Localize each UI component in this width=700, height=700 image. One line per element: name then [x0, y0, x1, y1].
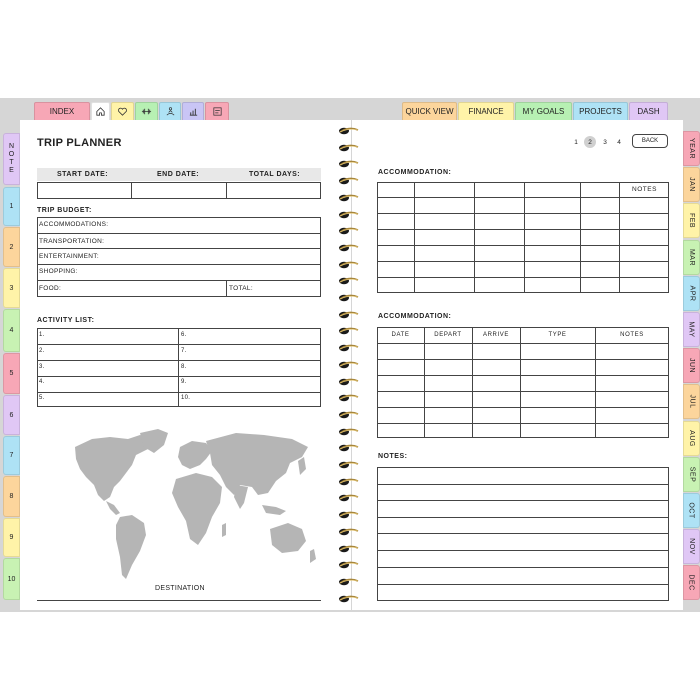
grid-line	[524, 182, 525, 293]
spiral-ring	[336, 326, 362, 336]
side-tab-jun[interactable]	[683, 348, 700, 383]
side-tab-label: 2	[9, 243, 14, 251]
spiral-ring	[336, 226, 362, 236]
grid-line	[377, 359, 669, 360]
side-tab-label: FEB	[688, 213, 695, 229]
budget-line-2	[37, 248, 321, 249]
page-1-button[interactable]: 1	[574, 138, 578, 146]
end-date-label: END DATE:	[157, 171, 200, 178]
side-tab-mar[interactable]	[683, 240, 700, 275]
page-4-button[interactable]: 4	[617, 138, 621, 146]
grid-line	[377, 423, 669, 424]
grid-line	[377, 277, 669, 278]
tab-quick-view[interactable]: QUICK VIEW	[402, 102, 457, 120]
budget-row-entertainment[interactable]: ENTERTAINMENT:	[39, 253, 99, 260]
dates-input-box[interactable]	[37, 182, 321, 199]
side-tab-3[interactable]	[3, 268, 20, 308]
activity-row-line	[37, 376, 321, 377]
activity-item[interactable]: 5.	[39, 395, 45, 402]
notes-line	[377, 500, 669, 501]
side-tab-jul[interactable]	[683, 384, 700, 419]
activity-item[interactable]: 6.	[181, 332, 187, 338]
grid-line	[377, 229, 669, 230]
tab-dash[interactable]: DASH	[629, 102, 668, 120]
side-tab-label: 1	[9, 203, 14, 210]
spiral-ring	[336, 477, 362, 487]
grid-line	[377, 375, 669, 376]
column-header-arrive: ARRIVE	[483, 332, 509, 338]
side-tab-note[interactable]	[3, 133, 20, 185]
side-tab-label: YEAR	[688, 137, 695, 160]
notes-line	[377, 584, 669, 585]
spiral-ring	[336, 310, 362, 320]
side-tab-label: 6	[9, 411, 14, 419]
grid-line	[472, 327, 473, 438]
spiral-ring	[336, 393, 362, 403]
side-tab-label: 9	[9, 534, 14, 541]
grid-line	[595, 327, 596, 438]
side-tab-year[interactable]	[683, 131, 700, 166]
destination-line	[37, 600, 321, 601]
grid-line	[424, 327, 425, 438]
spiral-ring	[336, 560, 362, 570]
meditation-icon	[165, 106, 176, 117]
side-tab-label: MAY	[688, 321, 695, 338]
side-tab-label: DEC	[688, 574, 695, 592]
spiral-ring	[336, 360, 362, 370]
checklist-icon	[212, 106, 223, 117]
activity-row-line	[37, 392, 321, 393]
spiral-ring	[336, 176, 362, 186]
column-header-date: DATE	[391, 332, 410, 338]
accommodation-1-label: ACCOMMODATION:	[378, 169, 452, 176]
tab-finance[interactable]: FINANCE	[458, 102, 514, 120]
tab-dumbbell-icon[interactable]	[135, 102, 158, 120]
side-tab-label: JAN	[687, 177, 695, 193]
side-tab-label: 8	[9, 493, 14, 500]
budget-line-3	[37, 264, 321, 265]
spiral-ring	[336, 143, 362, 153]
side-tab-label: MAR	[688, 248, 695, 266]
side-tab-6[interactable]	[3, 395, 20, 435]
budget-row-food[interactable]: FOOD:	[39, 285, 62, 292]
side-tab-dec[interactable]	[683, 565, 700, 600]
start-date-label: START DATE:	[57, 171, 109, 178]
column-header-notes: NOTES	[620, 332, 644, 338]
grid-line	[377, 213, 669, 214]
tab-meditation-icon[interactable]	[159, 102, 181, 120]
budget-line-1	[37, 233, 321, 234]
side-tab-label: SEP	[688, 466, 696, 483]
side-tab-9[interactable]	[3, 518, 20, 557]
side-tab-nov[interactable]	[683, 529, 700, 564]
spiral-ring	[336, 510, 362, 520]
side-tab-label: JUL	[687, 394, 695, 409]
notes-label: NOTES:	[378, 453, 408, 460]
spiral-ring	[336, 594, 362, 604]
side-tab-label: AUG	[688, 429, 696, 447]
tab-home-icon[interactable]	[91, 102, 110, 120]
grid-line	[377, 197, 669, 198]
spiral-ring	[336, 427, 362, 437]
activity-item[interactable]: 8.	[181, 363, 187, 370]
spiral-ring	[336, 410, 362, 420]
budget-line-4	[37, 280, 321, 281]
side-tab-10[interactable]	[3, 558, 20, 600]
side-tab-apr[interactable]	[683, 276, 700, 311]
spiral-ring	[336, 293, 362, 303]
side-tab-label: APR	[688, 285, 695, 302]
spiral-ring	[336, 126, 362, 136]
tab-projects[interactable]: PROJECTS	[573, 102, 628, 120]
back-button[interactable]: BACK	[632, 134, 668, 148]
grid-line	[377, 261, 669, 262]
budget-total-divider	[226, 280, 227, 297]
activity-item[interactable]: 9.	[181, 379, 187, 386]
budget-row-accommodations[interactable]: ACCOMMODATIONS:	[39, 221, 109, 228]
side-tab-label: 4	[9, 327, 14, 334]
spiral-ring	[336, 527, 362, 537]
spiral-ring	[336, 343, 362, 353]
budget-row-shopping[interactable]: SHOPPING:	[39, 268, 78, 275]
activity-list-label: ACTIVITY LIST:	[37, 317, 95, 324]
destination-label: DESTINATION	[155, 585, 205, 592]
side-tab-4[interactable]	[3, 309, 20, 352]
side-tab-label: 10	[7, 575, 16, 583]
side-tab-feb[interactable]	[683, 203, 700, 238]
spiral-ring	[336, 460, 362, 470]
grid-line	[619, 182, 620, 293]
home-icon	[95, 106, 106, 117]
activity-divider	[178, 328, 179, 407]
activity-item[interactable]: 2.	[39, 347, 45, 354]
side-tab-aug[interactable]	[683, 421, 700, 456]
notes-line	[377, 550, 669, 551]
side-tab-5[interactable]	[3, 353, 20, 394]
side-tab-label: 7	[9, 452, 14, 459]
grid-line	[377, 391, 669, 392]
side-tab-oct[interactable]	[683, 493, 700, 528]
side-tab-label: JUN	[688, 358, 695, 374]
page-3-button[interactable]: 3	[603, 138, 607, 146]
spiral-ring	[336, 260, 362, 270]
side-tab-label: NOV	[688, 538, 696, 556]
tab-index[interactable]: INDEX	[34, 102, 90, 120]
activity-row-line	[37, 360, 321, 361]
grid-line	[377, 407, 669, 408]
column-header-depart: DEPART	[434, 332, 462, 338]
grid-line	[520, 327, 521, 438]
grid-line	[414, 182, 415, 293]
notes-box[interactable]	[377, 467, 669, 601]
spiral-ring	[336, 443, 362, 453]
tab-checklist-icon[interactable]	[205, 102, 229, 120]
budget-total-label[interactable]: TOTAL:	[229, 285, 253, 292]
spiral-ring	[336, 159, 362, 169]
notes-line	[377, 484, 669, 485]
accommodation-1-notes-header: NOTES	[632, 186, 657, 193]
spiral-ring	[336, 243, 362, 253]
world-map	[40, 425, 325, 585]
dates-divider-2	[226, 182, 227, 199]
activity-item[interactable]: 4.	[39, 379, 45, 386]
column-header-type: TYPE	[548, 332, 567, 338]
side-tab-may[interactable]	[683, 312, 700, 347]
spiral-ring	[336, 193, 362, 203]
total-days-label: TOTAL DAYS:	[249, 171, 301, 178]
tab-heart-icon[interactable]	[111, 102, 134, 120]
side-tab-label: NOTE	[8, 143, 15, 175]
accommodation-2-label: ACCOMMODATION:	[378, 313, 452, 320]
side-tab-label: 3	[9, 284, 14, 292]
heart-icon	[117, 106, 128, 117]
tab-my-goals[interactable]: MY GOALS	[515, 102, 572, 120]
tab-chart-icon[interactable]	[182, 102, 204, 120]
activity-row-line	[37, 344, 321, 345]
trip-budget-label: TRIP BUDGET:	[37, 207, 92, 214]
activity-item[interactable]: 7.	[181, 347, 187, 354]
spiral-ring	[336, 210, 362, 220]
side-tab-label: 5	[9, 370, 14, 377]
grid-line	[580, 182, 581, 293]
page-title: TRIP PLANNER	[37, 137, 122, 149]
chart-icon	[188, 106, 199, 117]
activity-table	[37, 328, 321, 407]
grid-line	[474, 182, 475, 293]
side-tab-2[interactable]	[3, 227, 20, 267]
grid-line	[377, 343, 669, 344]
dumbbell-icon	[141, 106, 152, 117]
grid-line	[377, 245, 669, 246]
spiral-ring	[336, 544, 362, 554]
dates-divider-1	[131, 182, 132, 199]
side-tab-1[interactable]	[3, 187, 20, 226]
spiral-ring	[336, 276, 362, 286]
activity-item[interactable]: 1.	[39, 332, 45, 338]
notes-line	[377, 517, 669, 518]
side-tab-jan[interactable]	[683, 167, 700, 202]
notes-line	[377, 567, 669, 568]
spiral-ring	[336, 377, 362, 387]
side-tab-7[interactable]	[3, 436, 20, 475]
spiral-ring	[336, 493, 362, 503]
spiral-ring	[336, 577, 362, 587]
budget-row-transportation[interactable]: TRANSPORTATION:	[39, 238, 105, 245]
activity-item[interactable]: 10.	[181, 395, 191, 402]
activity-item[interactable]: 3.	[39, 363, 45, 370]
page-2-button[interactable]: 2	[584, 136, 596, 148]
side-tab-8[interactable]	[3, 476, 20, 517]
side-tab-label: OCT	[688, 502, 695, 519]
side-tab-sep[interactable]	[683, 457, 700, 492]
notes-line	[377, 533, 669, 534]
